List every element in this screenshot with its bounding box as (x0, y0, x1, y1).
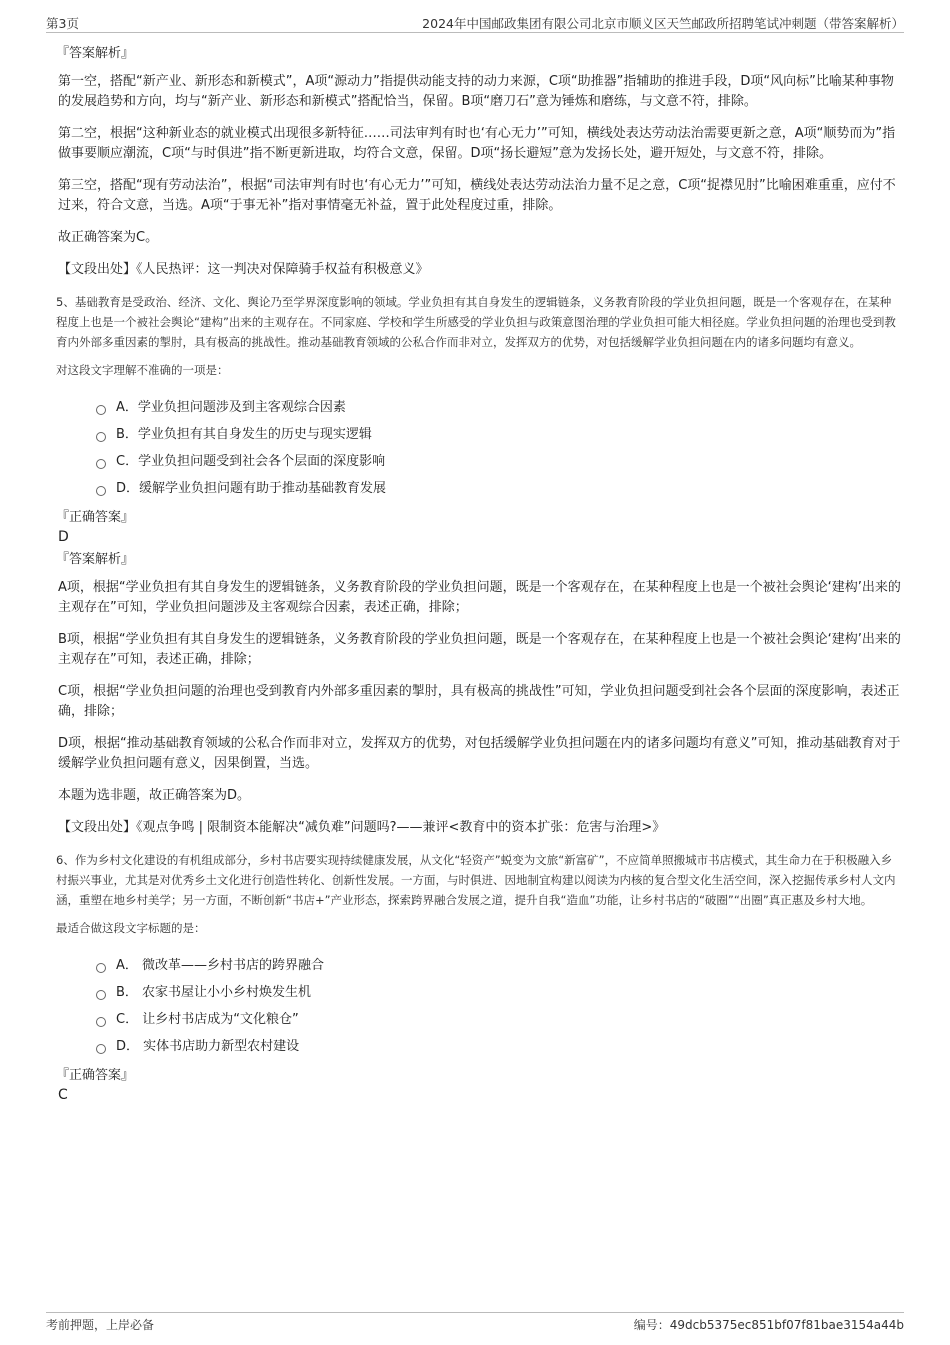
radio-icon[interactable] (96, 405, 106, 415)
analysis-paragraph: 第一空，搭配“新产业、新形态和新模式”，A项“源动力”指提供动能支持的动力来源，C项“助推器”指辅助的推进手段，D项“风向标”比喻某种事物的发展趋势和方向，均与“新产业、新形态和新模式”搭配恰当，保留。B项“磨刀石”意为锤炼和磨练，与文意不符，排除。 (58, 74, 894, 109)
analysis-paragraph: A项，根据“学业负担有其自身发生的逻辑链条，义务教育阶段的学业负担问题，既是一个客观存在，在某种程度上也是一个被社会舆论‘建构’出来的主观存在”可知，学业负担问题涉及主客观综合因素，表述正确，排除； (58, 580, 901, 615)
question-prompt: 最适合做这段文字标题的是： (56, 921, 206, 935)
analysis-paragraph: C项，根据“学业负担问题的治理也受到教育内外部多重因素的掣肘，具有极高的挑战性”可知，学业负担问题受到社会各个层面的深度影响，表述正确，排除； (58, 684, 900, 719)
radio-icon[interactable] (96, 459, 106, 469)
question-stem: 6、作为乡村文化建设的有机组成部分，乡村书店要实现持续健康发展，从文化“轻资产”蜕变为文旅“新富矿”，不应简单照搬城市书店模式，其生命力在于积极融入乡村振兴事业，尤其是对优秀乡土文化进行创造性转化、创新性发展。一方面，与时俱进、因地制宜构建以阅读为内核的复合型文化生活空间，深入挖掘传承乡村人文内涵，重塑在地乡村美学；另一方面，不断创新“书店+”产业形态，探索跨界融合发展之道，提升自我“造血”功能，让乡村书店的“破圈”“出圈”真正惠及乡村大地。 (56, 853, 896, 907)
option-d[interactable]: D． 实体书店助力新型农村建设 (96, 1033, 902, 1060)
source-citation: 【文段出处】《人民热评：这一判决对保障骑手权益有积极意义》 (58, 262, 429, 277)
document-title: 2024年中国邮政集团有限公司北京市顺义区天竺邮政所招聘笔试冲刺题（带答案解析） (422, 16, 904, 31)
radio-icon[interactable] (96, 432, 106, 442)
analysis-paragraph: 第二空，根据“这种新业态的就业模式出现很多新特征……司法审判有时也‘有心无力’”可知，横线处表达劳动法治需要更新之意，A项“顺势而为”指做事要顺应潮流，C项“与时俱进”指不断更新进取，均符合文意，保留。D项“扬长避短”意为发扬长处，避开短处，与文意不符，排除。 (58, 126, 896, 161)
correct-answer-label: 『正确答案』 (56, 1068, 135, 1083)
analysis-label: 『答案解析』 (56, 46, 135, 61)
conclusion: 故正确答案为C。 (58, 230, 159, 245)
option-c[interactable]: C． 让乡村书店成为“文化粮仓” (96, 1006, 902, 1033)
option-a[interactable]: A． 微改革——乡村书店的跨界融合 (96, 952, 902, 979)
option-list (96, 394, 902, 502)
analysis-paragraph: 第三空，搭配“现有劳动法治”，根据“司法审判有时也‘有心无力’”可知，横线处表达劳动法治力量不足之意，C项“捉襟见肘”比喻困难重重，应付不过来，符合文意，当选。A项“于事无补”指对事情毫无补益，置于此处程度过重，排除。 (58, 178, 896, 213)
conclusion: 本题为选非题，故正确答案为D。 (58, 788, 251, 803)
radio-icon[interactable] (96, 1017, 106, 1027)
question-prompt: 对这段文字理解不准确的一项是： (56, 363, 229, 377)
page-number: 第3页 (46, 16, 79, 31)
option-b[interactable]: B．学业负担有其自身发生的历史与现实逻辑 (96, 421, 902, 448)
footer-slogan: 考前押题，上岸必备 (46, 1318, 155, 1332)
page-header (46, 10, 904, 33)
radio-icon[interactable] (96, 990, 106, 1000)
option-a[interactable]: A．学业负担问题涉及到主客观综合因素 (96, 394, 902, 421)
option-c[interactable]: C．学业负担问题受到社会各个层面的深度影响 (96, 448, 902, 475)
option-d[interactable]: D．缓解学业负担问题有助于推动基础教育发展 (96, 475, 902, 502)
correct-answer: D (58, 529, 69, 545)
code-value: 49dcb5375ec851bf07f81bae3154a44b (669, 1318, 904, 1332)
radio-icon[interactable] (96, 1044, 106, 1054)
code-label: 编号： (633, 1318, 670, 1332)
correct-answer: C (58, 1087, 68, 1103)
analysis-label: 『答案解析』 (56, 552, 135, 567)
option-list (96, 952, 902, 1060)
option-b[interactable]: B． 农家书屋让小小乡村焕发生机 (96, 979, 902, 1006)
page-footer (46, 1312, 904, 1332)
document-code (634, 1316, 904, 1333)
analysis-paragraph: D项，根据“推动基础教育领域的公私合作而非对立，发挥双方的优势，对包括缓解学业负担问题在内的诸多问题均有意义”可知，推动基础教育对于缓解学业负担问题有意义，因果倒置，当选。 (58, 736, 901, 771)
question-stem: 5、基础教育是受政治、经济、文化、舆论乃至学界深度影响的领域。学业负担有其自身发生的逻辑链条，义务教育阶段的学业负担问题，既是一个客观存在，在某种程度上也是一个被社会舆论“建构”出来的主观存在。不同家庭、学校和学生所感受的学业负担与政策意图治理的学业负担可能大相径庭。学业负担问题的治理也受到教育内外部多重因素的掣肘，具有极高的挑战性。推动基础教育领域的公私合作而非对立，发挥双方的优势，对包括缓解学业负担问题在内的诸多问题均有意义。 (56, 295, 896, 349)
source-citation: 【文段出处】《观点争鸣 | 限制资本能解决“减负难”问题吗?——兼评<教育中的资本扩张：危害与治理>》 (58, 820, 666, 835)
page-content (56, 44, 902, 1108)
analysis-paragraph: B项，根据“学业负担有其自身发生的逻辑链条，义务教育阶段的学业负担问题，既是一个客观存在，在某种程度上也是一个被社会舆论‘建构’出来的主观存在”可知，表述正确，排除； (58, 632, 901, 667)
radio-icon[interactable] (96, 486, 106, 496)
correct-answer-label: 『正确答案』 (56, 510, 135, 525)
radio-icon[interactable] (96, 963, 106, 973)
